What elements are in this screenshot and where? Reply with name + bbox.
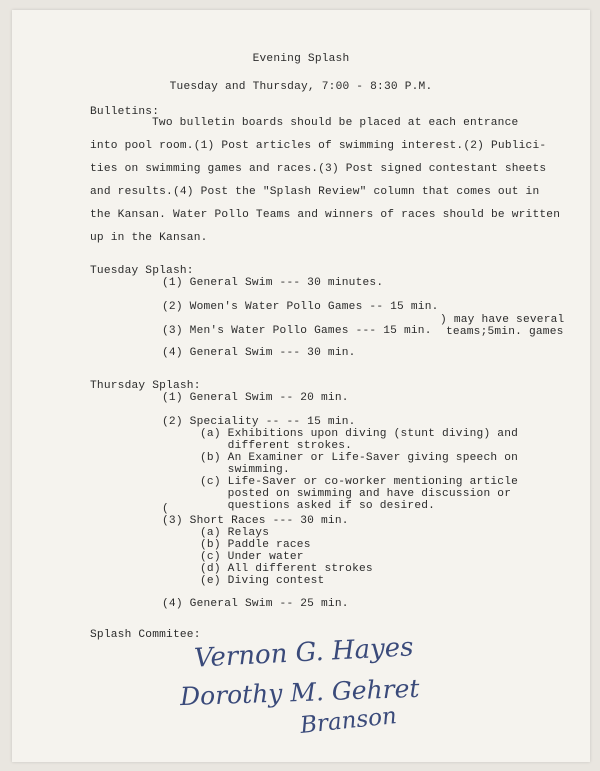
committee-heading: Splash Commitee: (90, 629, 201, 641)
thursday-item: (4) General Swim -- 25 min. (162, 598, 349, 610)
bulletins-line: ties on swimming games and races.(3) Post signed contestant sheets (90, 163, 547, 175)
bulletins-line: up in the Kansan. (90, 232, 208, 244)
schedule-line: Tuesday and Thursday, 7:00 - 8:30 P.M. (169, 81, 433, 93)
tuesday-note: ) may have several (440, 314, 565, 326)
race-subitem: (c) Under water (200, 551, 304, 563)
tuesday-note: teams;5min. games (446, 326, 564, 338)
speciality-subitem: (c) Life-Saver or co-worker mentioning article (200, 476, 519, 488)
bulletins-line: the Kansan. Water Pollo Teams and winners of races should be written (90, 209, 561, 221)
signature-vernon-hayes: Vernon G. Hayes (193, 632, 415, 674)
race-subitem: (a) Relays (200, 527, 270, 539)
speciality-subitem: different strokes. (200, 440, 353, 452)
tuesday-item: (3) Men's Water Pollo Games --- 15 min. (162, 325, 432, 337)
document-page (12, 10, 590, 762)
speciality-subitem: (a) Exhibitions upon diving (stunt diving) and (200, 428, 519, 440)
thursday-item: (2) Speciality -- -- 15 min. (162, 416, 356, 428)
bulletins-heading: Bulletins: (90, 106, 160, 118)
race-subitem: (d) All different strokes (200, 563, 373, 575)
thursday-item: (3) Short Races --- 30 min. (162, 515, 349, 527)
bulletins-line: Two bulletin boards should be placed at each entrance (152, 117, 519, 129)
race-subitem: (b) Paddle races (200, 539, 311, 551)
signature-dorothy-gehret: Dorothy M. Gehret (179, 673, 420, 712)
thursday-heading: Thursday Splash: (90, 380, 201, 392)
tuesday-heading: Tuesday Splash: (90, 265, 194, 277)
speciality-subitem: (b) An Examiner or Life-Saver giving speech on (200, 452, 519, 464)
bulletins-line: into pool room.(1) Post articles of swimming interest.(2) Publici- (90, 140, 547, 152)
tuesday-item: (2) Women's Water Pollo Games -- 15 min. (162, 301, 439, 313)
signature-branson: Branson (298, 703, 398, 739)
bulletins-line: and results.(4) Post the "Splash Review" column that comes out in (90, 186, 540, 198)
race-subitem: (e) Diving contest (200, 575, 325, 587)
speciality-subitem: posted on swimming and have discussion or (200, 488, 512, 500)
stray-parenthesis: ( (162, 503, 169, 515)
tuesday-item: (4) General Swim --- 30 min. (162, 347, 356, 359)
speciality-subitem: questions asked if so desired. (200, 500, 436, 512)
speciality-subitem: swimming. (200, 464, 290, 476)
document-title: Evening Splash (252, 53, 350, 65)
thursday-item: (1) General Swim -- 20 min. (162, 392, 349, 404)
tuesday-item: (1) General Swim --- 30 minutes. (162, 277, 384, 289)
